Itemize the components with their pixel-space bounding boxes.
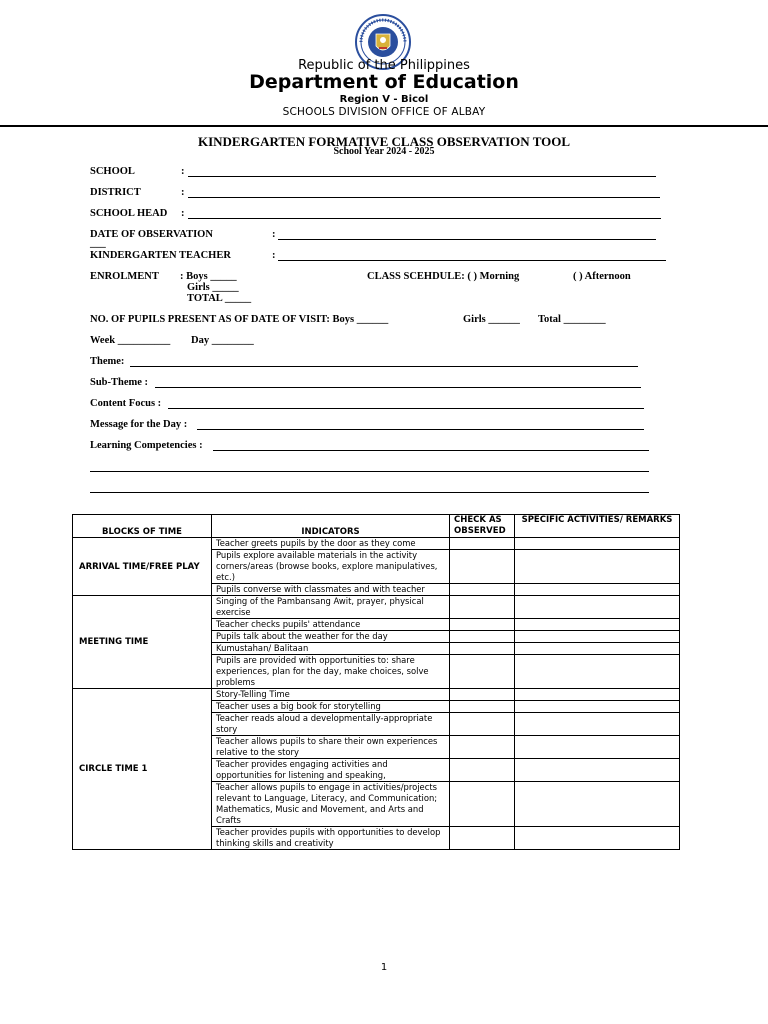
sub-theme-label: Sub-Theme : — [90, 377, 149, 388]
check-observed-cell[interactable] — [450, 550, 515, 584]
pupils-present-girls[interactable]: Girls ______ — [463, 314, 520, 325]
check-observed-cell[interactable] — [450, 631, 515, 643]
indicator-cell: Pupils talk about the weather for the day — [212, 631, 450, 643]
district-label: DISTRICT — [90, 187, 141, 198]
table-header-row — [73, 515, 680, 538]
sub-theme-field[interactable] — [155, 387, 641, 388]
remarks-cell[interactable] — [515, 550, 680, 584]
remarks-cell[interactable] — [515, 619, 680, 631]
enrolment-boys[interactable]: : Boys _____ — [180, 271, 237, 282]
indicator-cell: Kumustahan/ Balitaan — [212, 643, 450, 655]
remarks-cell[interactable] — [515, 643, 680, 655]
indicator-cell: Pupils converse with classmates and with teacher — [212, 584, 450, 596]
indicator-cell: Teacher allows pupils to engage in activities/projects relevant to Language, Literacy, and Communication; Mathematics, Music and Movement, and Arts and Crafts — [212, 782, 450, 827]
remarks-cell[interactable] — [515, 655, 680, 689]
indicator-cell: Teacher reads aloud a developmentally-appropriate story — [212, 713, 450, 736]
check-observed-cell[interactable] — [450, 596, 515, 619]
check-observed-cell[interactable] — [450, 643, 515, 655]
department-title: Department of Education — [249, 71, 519, 93]
document-title: KINDERGARTEN FORMATIVE CLASS OBSERVATION TOOL — [197, 134, 571, 149]
school-head-field[interactable] — [188, 218, 661, 219]
table-row — [73, 596, 680, 619]
content-focus-field[interactable] — [168, 408, 644, 409]
division-text: SCHOOLS DIVISION OFFICE OF ALBAY — [282, 106, 486, 118]
table-row — [73, 689, 680, 701]
class-schedule-morning[interactable]: CLASS SCEHDULE: ( ) Morning — [367, 271, 520, 282]
class-schedule-afternoon[interactable]: ( ) Afternoon — [573, 271, 631, 282]
school-colon: : — [181, 166, 185, 177]
header-check-as-observed: CHECK AS OBSERVED — [450, 515, 515, 538]
check-observed-cell[interactable] — [450, 619, 515, 631]
header-blocks-of-time: BLOCKS OF TIME — [73, 515, 212, 538]
check-observed-cell[interactable] — [450, 701, 515, 713]
learning-comp-label: Learning Competencies : — [90, 440, 203, 451]
school-head-label: SCHOOL HEAD — [90, 208, 168, 219]
date-observation-colon: : — [272, 229, 276, 240]
check-observed-cell[interactable] — [450, 689, 515, 701]
header-divider — [0, 125, 768, 127]
check-observed-cell[interactable] — [450, 713, 515, 736]
check-observed-cell[interactable] — [450, 655, 515, 689]
learning-comp-field-line2[interactable] — [90, 471, 649, 472]
region-text: Region V - Bicol — [339, 94, 429, 105]
remarks-cell[interactable] — [515, 689, 680, 701]
district-field[interactable] — [188, 197, 660, 198]
remarks-cell[interactable] — [515, 736, 680, 759]
indicator-cell: Pupils are provided with opportunities to: share experiences, plan for the day, make choices, solve problems — [212, 655, 450, 689]
remarks-cell[interactable] — [515, 827, 680, 850]
day-field[interactable]: Day ________ — [191, 335, 254, 346]
indicator-cell: Teacher provides engaging activities and opportunities for listening and speaking, — [212, 759, 450, 782]
block-of-time-cell: ARRIVAL TIME/FREE PLAY — [73, 538, 212, 596]
remarks-cell[interactable] — [515, 538, 680, 550]
indicator-cell: Teacher greets pupils by the door as they come — [212, 538, 450, 550]
indicator-cell: Pupils explore available materials in the activity corners/areas (browse books, explore manipulatives, etc.) — [212, 550, 450, 584]
block-of-time-cell: CIRCLE TIME 1 — [73, 689, 212, 850]
block-of-time-cell: MEETING TIME — [73, 596, 212, 689]
remarks-cell[interactable] — [515, 782, 680, 827]
check-observed-cell[interactable] — [450, 827, 515, 850]
remarks-cell[interactable] — [515, 713, 680, 736]
header-indicators: INDICATORS — [212, 515, 450, 538]
check-observed-cell[interactable] — [450, 584, 515, 596]
enrolment-total[interactable]: TOTAL _____ — [187, 293, 252, 304]
kinder-teacher-field[interactable] — [278, 260, 666, 261]
theme-field[interactable] — [130, 366, 638, 367]
check-observed-cell[interactable] — [450, 759, 515, 782]
school-year: School Year 2024 - 2025 — [333, 146, 435, 157]
pupils-present-boys[interactable]: NO. OF PUPILS PRESENT AS OF DATE OF VISIT: Boys ______ — [90, 314, 389, 325]
check-observed-cell[interactable] — [450, 782, 515, 827]
school-field[interactable] — [188, 176, 656, 177]
learning-comp-field-line3[interactable] — [90, 492, 649, 493]
school-label: SCHOOL — [90, 166, 135, 177]
remarks-cell[interactable] — [515, 596, 680, 619]
table-row — [73, 538, 680, 550]
learning-comp-field[interactable] — [213, 450, 649, 451]
indicator-cell: Story-Telling Time — [212, 689, 450, 701]
content-focus-label: Content Focus : — [90, 398, 162, 409]
week-field[interactable]: Week __________ — [90, 335, 171, 346]
indicator-cell: Teacher provides pupils with opportunities to develop thinking skills and creativity — [212, 827, 450, 850]
kinder-teacher-label: KINDERGARTEN TEACHER — [90, 250, 231, 261]
indicator-cell: Singing of the Pambansang Awit, prayer, physical exercise — [212, 596, 450, 619]
school-head-colon: : — [181, 208, 185, 219]
check-observed-cell[interactable] — [450, 736, 515, 759]
pupils-present-total[interactable]: Total ________ — [538, 314, 606, 325]
indicator-cell: Teacher checks pupils' attendance — [212, 619, 450, 631]
date-observation-field[interactable] — [278, 239, 656, 240]
check-observed-cell[interactable] — [450, 538, 515, 550]
remarks-cell[interactable] — [515, 701, 680, 713]
kinder-teacher-colon: : — [272, 250, 276, 261]
remarks-cell[interactable] — [515, 584, 680, 596]
date-observation-label: DATE OF OBSERVATION — [90, 229, 213, 240]
observation-table — [72, 514, 680, 850]
message-label: Message for the Day : — [90, 419, 188, 430]
enrolment-label: ENROLMENT — [90, 271, 159, 282]
header-remarks: SPECIFIC ACTIVITIES/ REMARKS — [515, 515, 680, 538]
district-colon: : — [181, 187, 185, 198]
indicator-cell: Teacher uses a big book for storytelling — [212, 701, 450, 713]
short-underline: ___ — [90, 238, 106, 249]
remarks-cell[interactable] — [515, 759, 680, 782]
remarks-cell[interactable] — [515, 631, 680, 643]
indicator-cell: Teacher allows pupils to share their own experiences relative to the story — [212, 736, 450, 759]
page-number: 1 — [380, 962, 388, 973]
republic-text: Republic of the Philippines — [298, 58, 470, 73]
enrolment-girls[interactable]: Girls _____ — [187, 282, 239, 293]
theme-label: Theme: — [90, 356, 125, 367]
message-field[interactable] — [197, 429, 644, 430]
